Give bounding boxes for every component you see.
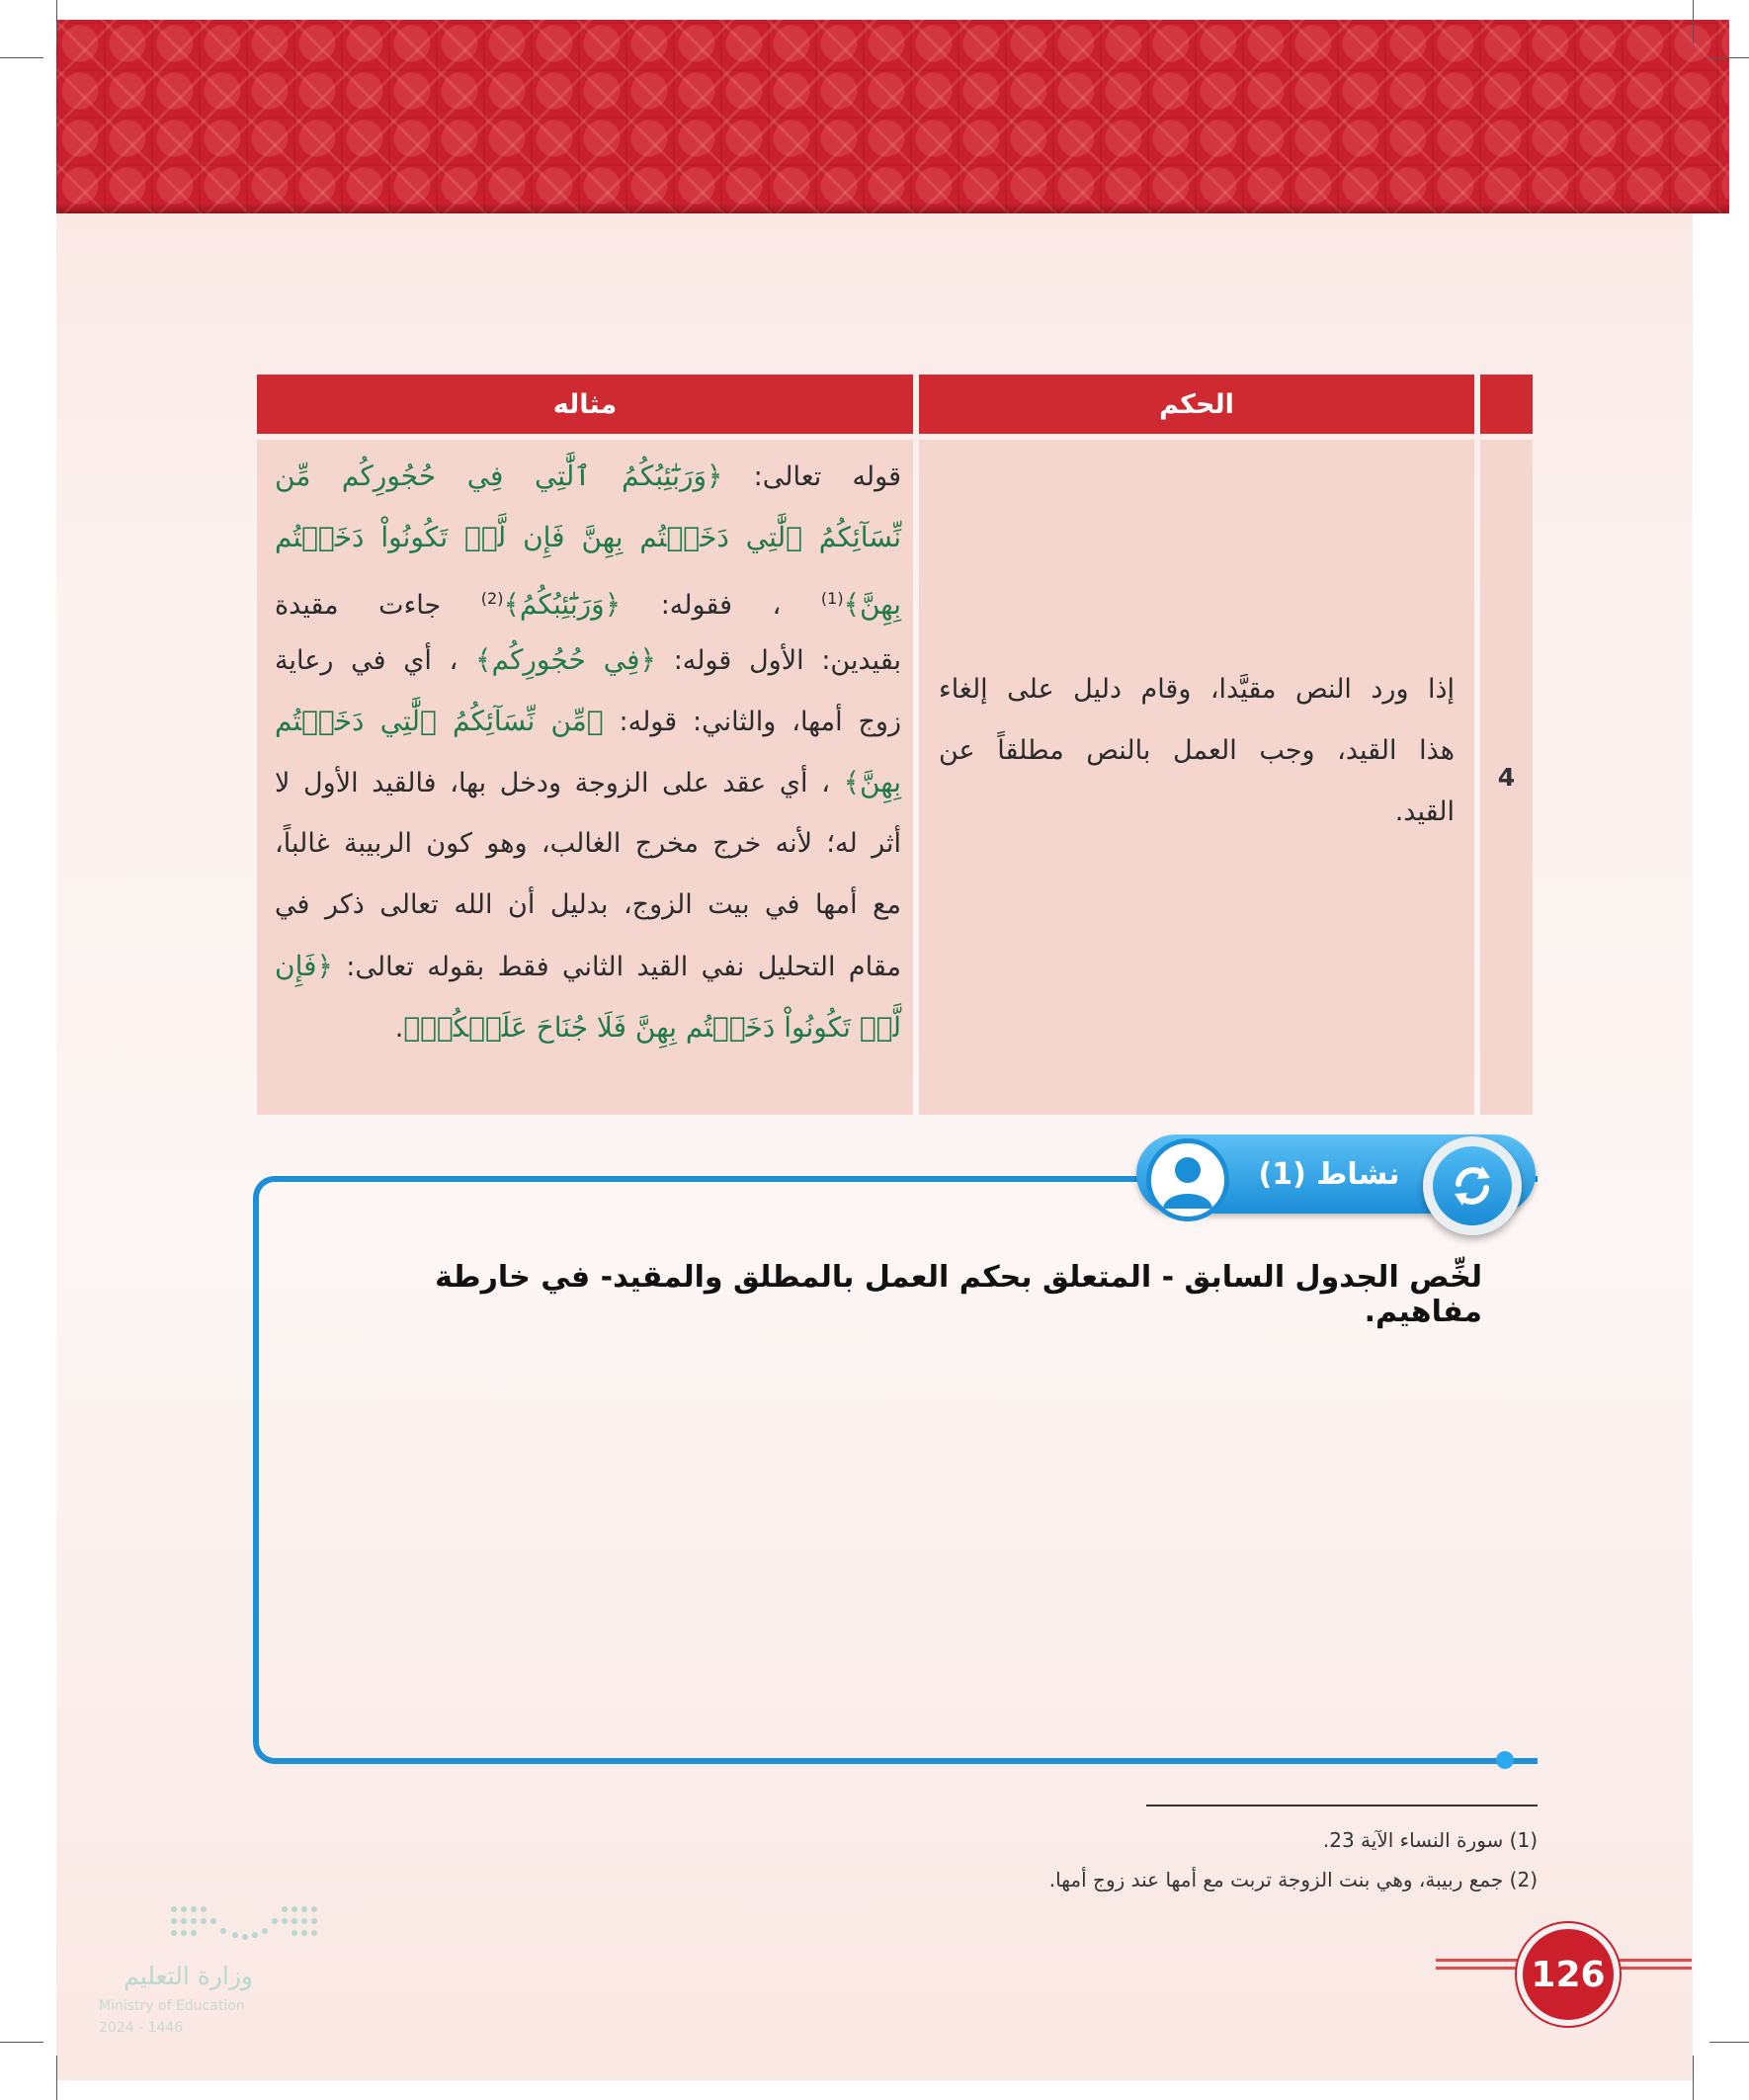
example-line-7: أثر له؛ لأنه خرج مخرج الغالب، وهو كون الربيبة غالباً، (275, 828, 901, 859)
quran-verse: بِهِنَّ﴾ (843, 588, 901, 621)
footnote-1: (1) سورة النساء الآية 23. (1322, 1828, 1538, 1852)
ministry-logo-icon (166, 1901, 324, 1945)
ministry-name-arabic: وزارة التعليم (124, 1962, 253, 1990)
ruling-line: هذا القيد، وجب العمل بالنص مطلقاً عن (939, 735, 1455, 766)
activity-instruction: لخِّص الجدول السابق - المتعلق بحكم العمل بالمطلق والمقيد- في خارطة مفاهيم. (435, 1260, 1482, 1329)
example-line-10: لَّمۡ تَكُونُواْ دَخَلۡتُم بِهِنَّ فَلَا جُنَاحَ عَلَيۡكُمۡ﴾. (394, 1011, 901, 1044)
ruling-cell (919, 440, 1474, 1115)
rules-table (255, 369, 1538, 1115)
row-number: 4 (1480, 440, 1533, 1115)
example-line-4: بقيدين: الأول قوله: ﴿فِي حُجُورِكُم﴾ ، أي في رعاية (275, 643, 901, 676)
crop-mark (0, 57, 43, 58)
header-number (1480, 375, 1533, 434)
footnote-divider (1146, 1805, 1538, 1806)
ministry-name-english: Ministry of Education (99, 1998, 245, 2014)
crop-mark (1693, 0, 1694, 43)
decorative-banner (56, 20, 1729, 213)
refresh-icon (1423, 1136, 1522, 1235)
activity-title: نشاط (1) (1258, 1156, 1400, 1192)
example-line-1: قوله تعالى: ﴿وَرَبَٰٓئِبُكُمُ ٱلَّٰتِي فِي حُجُورِكُم مِّن (275, 460, 902, 492)
example-line-5: زوج أمها، والثاني: قوله: ﴿مِّن نِّسَآئِكُمُ ٱلَّٰتِي دَخَلۡتُم (275, 705, 901, 737)
crop-mark (1693, 2056, 1694, 2100)
quran-verse: ﴿فِي حُجُورِكُم﴾ (475, 643, 656, 676)
crop-mark (1709, 2042, 1749, 2043)
example-line-2 (275, 507, 901, 568)
quran-verse: بِهِنَّ﴾ (843, 766, 901, 798)
example-line-8: مع أمها في بيت الزوج، بدليل أن الله تعالى ذكر في (275, 889, 901, 920)
crop-mark (56, 0, 57, 43)
quran-verse: ﴿مِّن نِّسَآئِكُمُ ٱلَّٰتِي دَخَلۡتُم (275, 705, 604, 737)
example-line-6: بِهِنَّ﴾ ، أي عقد على الزوجة ودخل بها، فالقيد الأول لا (275, 766, 901, 798)
footnote-ref: (1) (820, 589, 844, 608)
ministry-year: 2024 - 1446 (99, 2020, 184, 2036)
page-number-line (1613, 1959, 1692, 1962)
page-number-line (1436, 1959, 1520, 1962)
user-icon (1146, 1138, 1229, 1221)
header-ruling: الحكم (919, 375, 1474, 434)
ruling-line: إذا ورد النص مقيَّدا، وقام دليل على إلغاء (939, 674, 1455, 705)
footnote-2: (2) جمع ربيبة، وهي بنت الزوجة تربت مع أمها عند زوج أمها. (1048, 1868, 1538, 1891)
example-line-9: مقام التحليل نفي القيد الثاني فقط بقوله تعالى: ﴿فَإِن (275, 950, 901, 982)
crop-mark (0, 2042, 43, 2043)
page-number-line (1436, 1967, 1520, 1970)
example-cell (257, 440, 913, 1115)
activity-end-dot (1496, 1751, 1514, 1769)
quran-verse: نِّسَآئِكُمُ ٱلَّٰتِي دَخَلۡتُم بِهِنَّ فَإِن لَّمۡ تَكُونُواْ دَخَلۡتُم (275, 521, 901, 553)
example-line-3: بِهِنَّ﴾$^{(1)}$ ، فقوله: ﴿وَرَبَٰٓئِبُكُمُ﴾$^{(2)}$ جاءت مقيدة (275, 588, 901, 621)
crop-mark (56, 2056, 57, 2100)
header-example: مثاله (257, 375, 913, 434)
quran-verse: ﴿وَرَبَٰٓئِبُكُمُ﴾ (503, 588, 622, 621)
page-number-line (1613, 1967, 1692, 1970)
footnote-ref: (2) (480, 589, 504, 608)
crop-mark (1709, 57, 1749, 58)
quran-verse: لَّمۡ تَكُونُواْ دَخَلۡتُم بِهِنَّ فَلَا جُنَاحَ عَلَيۡكُمۡ﴾ (403, 1011, 901, 1044)
page-number: 126 (1517, 1923, 1620, 2026)
quran-verse: ﴿وَرَبَٰٓئِبُكُمُ ٱلَّٰتِي فِي حُجُورِكُم مِّن (275, 460, 723, 492)
quran-verse: ﴿فَإِن (275, 950, 333, 982)
ruling-line: القيد. (1394, 797, 1455, 827)
activity-frame-line (1285, 1758, 1507, 1764)
